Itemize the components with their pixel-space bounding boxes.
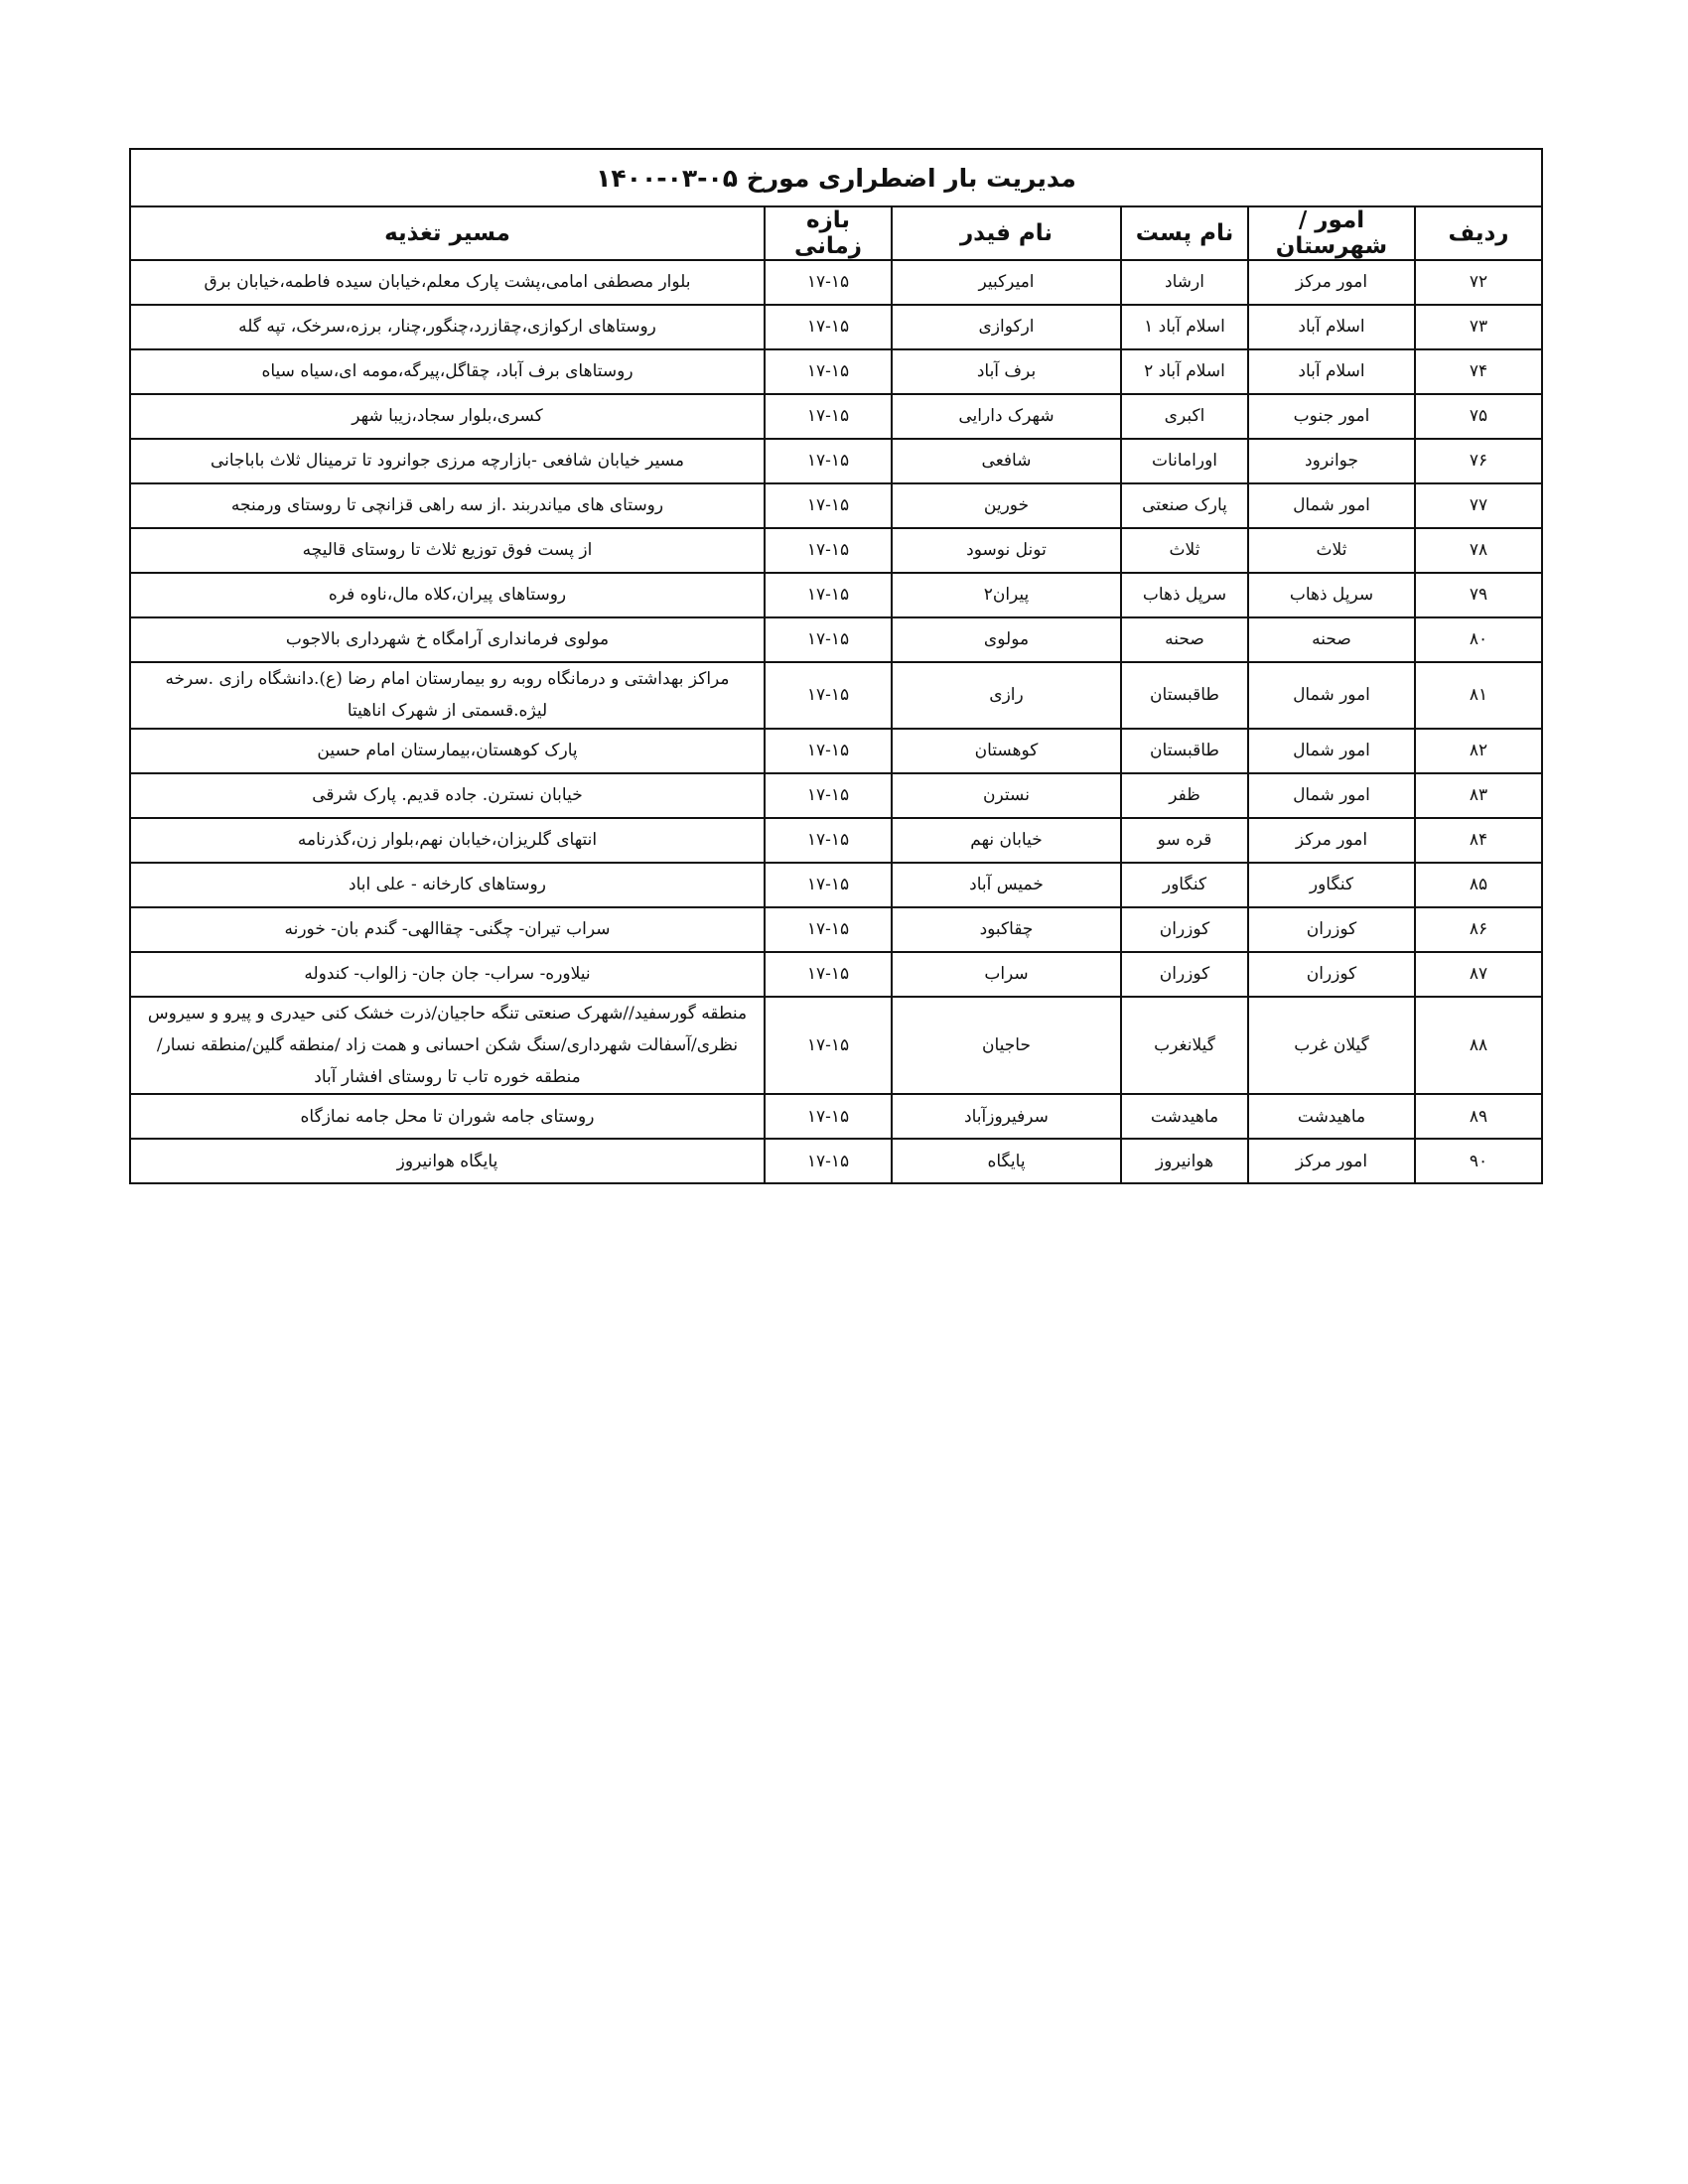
cell-region: کوزران — [1248, 952, 1415, 997]
cell-row-number: ۸۵ — [1415, 863, 1542, 907]
cell-route: بلوار مصطفی امامی،پشت پارک معلم،خیابان سیده فاطمه،خیابان برق — [130, 260, 765, 305]
cell-feeder: حاجیان — [892, 997, 1121, 1095]
cell-post: ظفر — [1121, 773, 1248, 818]
cell-feeder: رازی — [892, 662, 1121, 729]
cell-row-number: ۹۰ — [1415, 1139, 1542, 1183]
cell-row-number: ۷۲ — [1415, 260, 1542, 305]
table-row — [130, 483, 1542, 528]
cell-post: اسلام آباد ۱ — [1121, 305, 1248, 349]
cell-feeder: امیرکبیر — [892, 260, 1121, 305]
table-row — [130, 573, 1542, 617]
cell-feeder: کوهستان — [892, 729, 1121, 773]
cell-feeder: خیابان نهم — [892, 818, 1121, 863]
cell-period: ۱۷-۱۵ — [765, 573, 892, 617]
cell-region: امور مرکز — [1248, 1139, 1415, 1183]
cell-period: ۱۷-۱۵ — [765, 1139, 892, 1183]
cell-post: طاقبستان — [1121, 662, 1248, 729]
cell-period: ۱۷-۱۵ — [765, 260, 892, 305]
table-header-row — [130, 206, 1542, 260]
cell-feeder: سرفیروزآباد — [892, 1094, 1121, 1139]
cell-period: ۱۷-۱۵ — [765, 997, 892, 1095]
cell-post: صحنه — [1121, 617, 1248, 662]
cell-period: ۱۷-۱۵ — [765, 1094, 892, 1139]
cell-route: روستاهای ارکوازی،چقازرد،چنگور،چنار، برزه،سرخک، تپه گله — [130, 305, 765, 349]
cell-region: سرپل ذهاب — [1248, 573, 1415, 617]
cell-feeder: تونل نوسود — [892, 528, 1121, 573]
table-row — [130, 617, 1542, 662]
table-row — [130, 1094, 1542, 1139]
cell-row-number: ۸۹ — [1415, 1094, 1542, 1139]
table-row — [130, 907, 1542, 952]
cell-period: ۱۷-۱۵ — [765, 528, 892, 573]
cell-row-number: ۸۳ — [1415, 773, 1542, 818]
header-region: امور / شهرستان — [1248, 206, 1415, 260]
cell-region: امور مرکز — [1248, 260, 1415, 305]
cell-row-number: ۸۴ — [1415, 818, 1542, 863]
cell-period: ۱۷-۱۵ — [765, 952, 892, 997]
cell-post: پارک صنعتی — [1121, 483, 1248, 528]
cell-route: انتهای گلریزان،خیابان نهم،بلوار زن،گذرنامه — [130, 818, 765, 863]
cell-period: ۱۷-۱۵ — [765, 729, 892, 773]
cell-region: امور جنوب — [1248, 394, 1415, 439]
cell-feeder: نسترن — [892, 773, 1121, 818]
cell-post: قره سو — [1121, 818, 1248, 863]
cell-region: اسلام آباد — [1248, 349, 1415, 394]
cell-period: ۱۷-۱۵ — [765, 617, 892, 662]
document-page — [129, 148, 1543, 1184]
cell-post: کوزران — [1121, 907, 1248, 952]
cell-post: گیلانغرب — [1121, 997, 1248, 1095]
cell-route: روستاهای کارخانه - علی اباد — [130, 863, 765, 907]
cell-region: صحنه — [1248, 617, 1415, 662]
cell-region: ثلاث — [1248, 528, 1415, 573]
cell-region: گیلان غرب — [1248, 997, 1415, 1095]
table-row — [130, 818, 1542, 863]
cell-route: منطقه گورسفید//شهرک صنعتی تنگه حاجیان/ذرت خشک کنی حیدری و پیرو و سیروس نظری/آسفالت شهرداری/سنگ شکن احسانی و همت زاد /منطقه گلین/منطقه نسار/منطقه خوره تاب تا روستای افشار آباد — [130, 997, 765, 1095]
cell-post: هوانیروز — [1121, 1139, 1248, 1183]
cell-route: نیلاوره- سراب- جان جان- زالواب- کندوله — [130, 952, 765, 997]
cell-row-number: ۷۹ — [1415, 573, 1542, 617]
header-feeder: نام فیدر — [892, 206, 1121, 260]
cell-post: اورامانات — [1121, 439, 1248, 483]
cell-route: سراب تیران- چگنی- چقاالهی- گندم بان- خورنه — [130, 907, 765, 952]
cell-period: ۱۷-۱۵ — [765, 863, 892, 907]
cell-feeder: خورین — [892, 483, 1121, 528]
load-management-table — [129, 148, 1543, 1184]
table-body — [130, 260, 1542, 1183]
cell-post: ماهیدشت — [1121, 1094, 1248, 1139]
cell-period: ۱۷-۱۵ — [765, 439, 892, 483]
cell-route: کسری،بلوار سجاد،زیبا شهر — [130, 394, 765, 439]
table-row — [130, 305, 1542, 349]
cell-region: کوزران — [1248, 907, 1415, 952]
cell-row-number: ۸۲ — [1415, 729, 1542, 773]
cell-route: روستای جامه شوران تا محل جامه نمازگاه — [130, 1094, 765, 1139]
cell-period: ۱۷-۱۵ — [765, 349, 892, 394]
cell-post: کوزران — [1121, 952, 1248, 997]
cell-row-number: ۷۵ — [1415, 394, 1542, 439]
cell-route: خیابان نسترن. جاده قدیم. پارک شرقی — [130, 773, 765, 818]
table-row — [130, 349, 1542, 394]
cell-period: ۱۷-۱۵ — [765, 305, 892, 349]
table-row — [130, 528, 1542, 573]
cell-row-number: ۸۰ — [1415, 617, 1542, 662]
cell-row-number: ۷۷ — [1415, 483, 1542, 528]
table-row — [130, 952, 1542, 997]
header-post: نام پست — [1121, 206, 1248, 260]
cell-period: ۱۷-۱۵ — [765, 483, 892, 528]
cell-route: مراکز بهداشتی و درمانگاه روبه رو بیمارستان امام رضا (ع).دانشگاه رازی .سرخه لیژه.قسمتی از شهرک اناهیتا — [130, 662, 765, 729]
cell-feeder: ارکوازی — [892, 305, 1121, 349]
cell-region: امور شمال — [1248, 773, 1415, 818]
cell-period: ۱۷-۱۵ — [765, 818, 892, 863]
table-row — [130, 662, 1542, 729]
cell-route: پایگاه هوانیروز — [130, 1139, 765, 1183]
cell-region: امور شمال — [1248, 662, 1415, 729]
cell-region: ماهیدشت — [1248, 1094, 1415, 1139]
cell-feeder: سراب — [892, 952, 1121, 997]
cell-region: کنگاور — [1248, 863, 1415, 907]
table-row — [130, 863, 1542, 907]
cell-row-number: ۷۴ — [1415, 349, 1542, 394]
cell-period: ۱۷-۱۵ — [765, 394, 892, 439]
cell-feeder: برف آباد — [892, 349, 1121, 394]
cell-post: طاقبستان — [1121, 729, 1248, 773]
cell-post: سرپل ذهاب — [1121, 573, 1248, 617]
cell-feeder: شافعی — [892, 439, 1121, 483]
table-row — [130, 1139, 1542, 1183]
header-route: مسیر تغذیه — [130, 206, 765, 260]
cell-feeder: شهرک دارایی — [892, 394, 1121, 439]
cell-route: پارک کوهستان،بیمارستان امام حسین — [130, 729, 765, 773]
cell-row-number: ۸۷ — [1415, 952, 1542, 997]
cell-route: روستاهای برف آباد، چقاگل،پیرگه،مومه ای،سیاه سیاه — [130, 349, 765, 394]
cell-period: ۱۷-۱۵ — [765, 907, 892, 952]
cell-region: جوانرود — [1248, 439, 1415, 483]
cell-row-number: ۷۶ — [1415, 439, 1542, 483]
table-title-row — [130, 149, 1542, 206]
table-row — [130, 394, 1542, 439]
cell-post: اکبری — [1121, 394, 1248, 439]
cell-post: کنگاور — [1121, 863, 1248, 907]
cell-route: از پست فوق توزیع ثلاث تا روستای قالیچه — [130, 528, 765, 573]
cell-route: مسیر خیابان شافعی -بازارچه مرزی جوانرود تا ترمینال ثلاث باباجانی — [130, 439, 765, 483]
cell-row-number: ۸۱ — [1415, 662, 1542, 729]
cell-period: ۱۷-۱۵ — [765, 773, 892, 818]
cell-region: امور شمال — [1248, 729, 1415, 773]
cell-region: امور شمال — [1248, 483, 1415, 528]
table-row — [130, 729, 1542, 773]
cell-region: اسلام آباد — [1248, 305, 1415, 349]
cell-row-number: ۸۶ — [1415, 907, 1542, 952]
cell-region: امور مرکز — [1248, 818, 1415, 863]
cell-period: ۱۷-۱۵ — [765, 662, 892, 729]
cell-post: ارشاد — [1121, 260, 1248, 305]
table-row — [130, 260, 1542, 305]
table-row — [130, 439, 1542, 483]
cell-feeder: مولوی — [892, 617, 1121, 662]
cell-feeder: خمیس آباد — [892, 863, 1121, 907]
cell-row-number: ۸۸ — [1415, 997, 1542, 1095]
cell-feeder: چقاکبود — [892, 907, 1121, 952]
cell-feeder: پایگاه — [892, 1139, 1121, 1183]
cell-post: اسلام آباد ۲ — [1121, 349, 1248, 394]
cell-route: روستای های میاندربند .از سه راهی قزانچی تا روستای ورمنجه — [130, 483, 765, 528]
cell-route: مولوی فرمانداری آرامگاه خ شهرداری بالاجوب — [130, 617, 765, 662]
cell-route: روستاهای پیران،کلاه مال،ناوه فره — [130, 573, 765, 617]
table-title: مدیریت بار اضطراری مورخ ۰۵-۰۳-۱۴۰۰ — [130, 149, 1542, 206]
cell-row-number: ۷۸ — [1415, 528, 1542, 573]
cell-feeder: پیران۲ — [892, 573, 1121, 617]
cell-row-number: ۷۳ — [1415, 305, 1542, 349]
header-period: بازه زمانی — [765, 206, 892, 260]
header-row-number: ردیف — [1415, 206, 1542, 260]
table-row — [130, 997, 1542, 1095]
table-row — [130, 773, 1542, 818]
cell-post: ثلاث — [1121, 528, 1248, 573]
